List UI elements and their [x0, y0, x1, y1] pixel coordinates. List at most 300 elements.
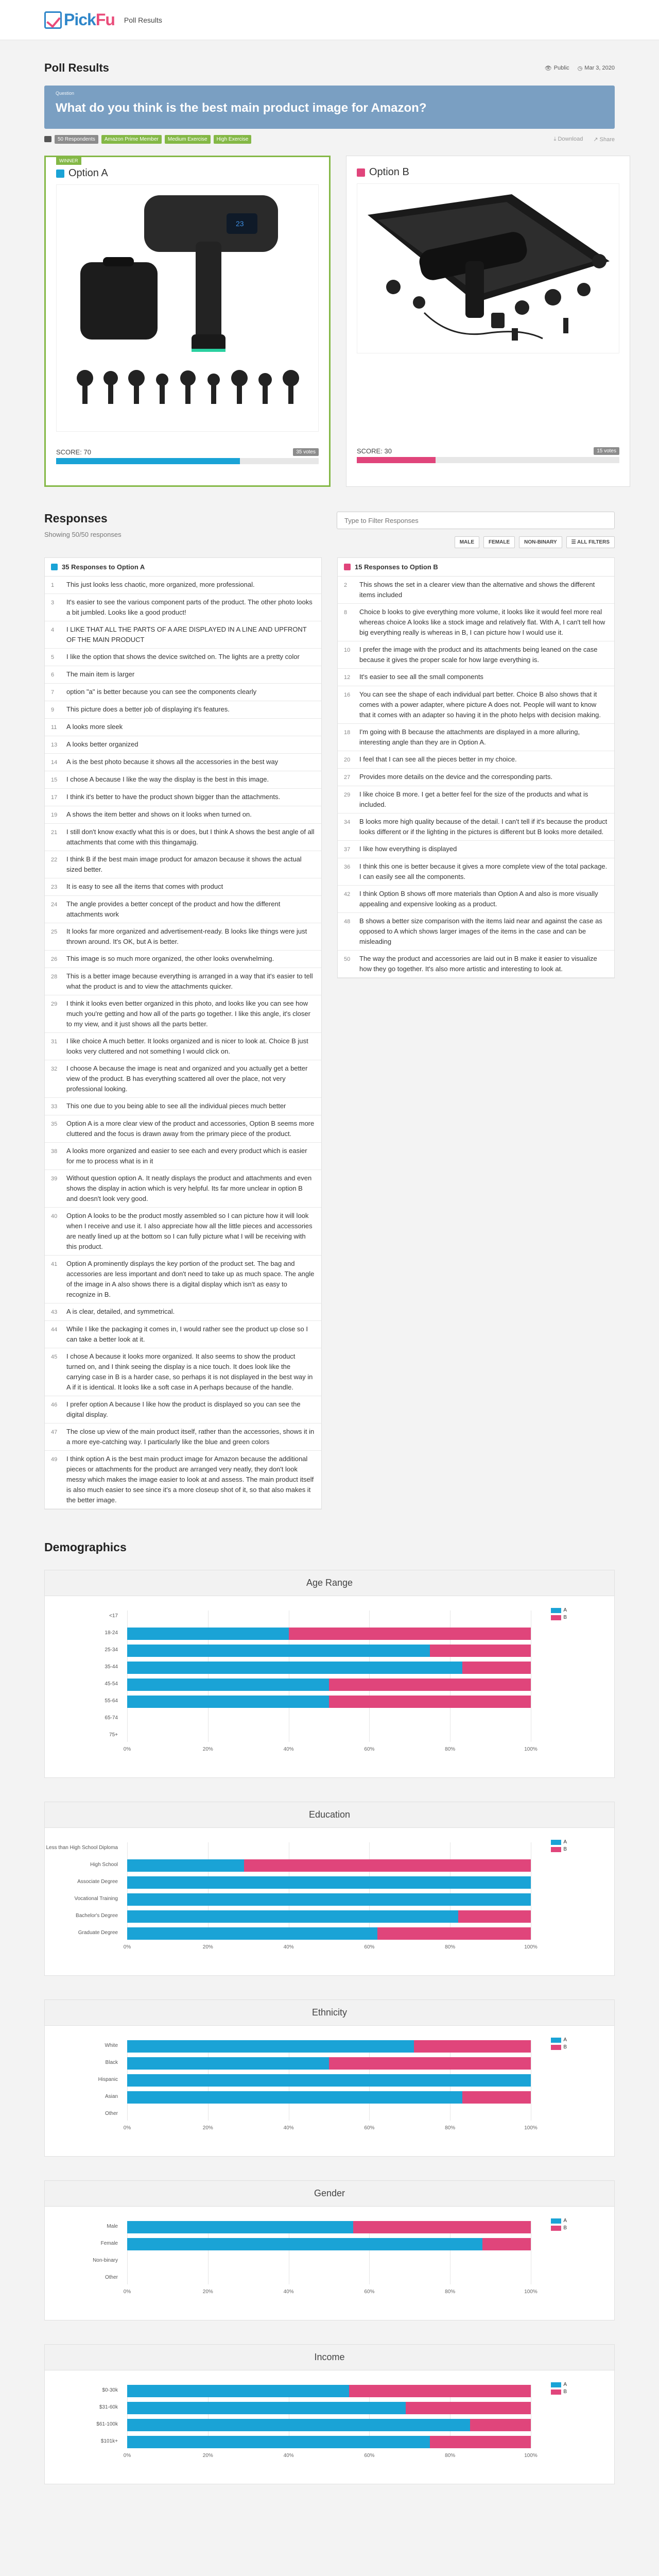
response-number: 19 [51, 812, 58, 818]
option-b-swatch [344, 564, 351, 570]
category-label: High School [90, 1862, 118, 1868]
option-a-label: Option A [68, 167, 108, 179]
audience-icon [44, 136, 51, 142]
bar-track [127, 2255, 531, 2267]
bar-segment-a[interactable] [127, 1859, 244, 1872]
response-number: 29 [51, 1001, 58, 1007]
response-text: While I like the packaging it comes in, I would rather see the product up close so I can take a better look at it. [66, 1325, 308, 1343]
response-text: I think option A is the best main product image for Amazon because the additional pieces or attachments for the product are arranged very neatly, they don't look messy which makes the image easier to look at and assess. The main product itself is also much easier to see since it's a more closeup shot of it, so that also makes it the better image. [66, 1455, 314, 1504]
response-item [45, 684, 321, 701]
response-item [338, 669, 614, 686]
response-text: I like choice A much better. It looks organized and is nicer to look at. Choice B just looks very cluttered and not something I would click on. [66, 1037, 308, 1055]
bar-segment-b[interactable] [482, 2238, 531, 2250]
chart-plot [105, 1611, 531, 1742]
massage-gun-image-b [357, 184, 619, 353]
response-text: I prefer the image with the product and its attachments being leaned on the case because it gives the proper scale for how large everything is. [359, 646, 598, 664]
bar-segment-a[interactable] [127, 1628, 289, 1640]
bar-segment-b[interactable] [329, 1679, 531, 1691]
response-number: 1 [51, 582, 55, 588]
legend-label: B [563, 1846, 567, 1852]
option-a-responses-title: 35 Responses to Option A [62, 563, 145, 571]
chart-row [105, 1713, 531, 1725]
bar-segment-a[interactable] [127, 2057, 329, 2070]
score-label: SCORE: [357, 447, 383, 455]
bar-segment-a[interactable] [127, 1679, 329, 1691]
response-item [45, 621, 321, 649]
bar-segment-a[interactable] [127, 2385, 349, 2397]
response-item [45, 1303, 321, 1321]
chip-medium-exercise: Medium Exercise [165, 135, 211, 144]
tick-label: 60% [364, 2125, 375, 2131]
legend-item[interactable] [551, 2225, 567, 2231]
response-item [338, 769, 614, 786]
responses-count: Showing 50/50 responses [44, 531, 122, 538]
legend-item[interactable] [551, 2044, 567, 2050]
bar-track [127, 1730, 531, 1742]
chart-row [100, 2238, 531, 2250]
tick-label: 80% [445, 1944, 456, 1950]
tick-label: 80% [445, 2289, 456, 2295]
bar-segment-a[interactable] [127, 1893, 531, 1906]
tick-label: 0% [123, 2125, 131, 2131]
chart-row [107, 2221, 531, 2233]
chart-row [105, 2057, 531, 2070]
category-label: White [105, 2043, 118, 2048]
response-number: 34 [344, 819, 351, 825]
response-text: This picture does a better job of displaying it's features. [66, 705, 230, 713]
category-label: <17 [109, 1613, 118, 1619]
response-item [45, 851, 321, 878]
response-item [45, 1256, 321, 1303]
bar-segment-a[interactable] [127, 2091, 462, 2104]
bar-segment-a[interactable] [127, 2221, 353, 2233]
chart-legend [551, 1607, 567, 1622]
response-item [45, 1321, 321, 1348]
response-text: A looks better organized [66, 740, 138, 748]
chart-row [98, 2074, 531, 2087]
bar-track [127, 2040, 531, 2053]
bar-track [127, 1713, 531, 1725]
response-item [338, 751, 614, 769]
option-b-color-swatch [357, 168, 365, 177]
response-text: It is easy to see all the items that comes with product [66, 883, 223, 890]
bar-track [127, 1876, 531, 1889]
response-text: This just looks less chaotic, more organized, more professional. [66, 581, 255, 588]
chart-row [77, 1876, 531, 1889]
response-item [45, 878, 321, 896]
response-text: I like choice B more. I get a better feel for the size of the products and what is included. [359, 790, 588, 808]
demographics-title: Demographics [44, 1540, 127, 1554]
option-b-responses [337, 557, 615, 978]
option-a-image[interactable] [56, 184, 319, 432]
response-item [45, 649, 321, 666]
response-item [45, 1115, 321, 1143]
response-text: This shows the set in a clearer view than the alternative and shows the different items included [359, 581, 595, 599]
share-label: Share [599, 136, 615, 143]
tick-label: 100% [524, 1944, 537, 1950]
bar-segment-b[interactable] [329, 1696, 531, 1708]
score-label: SCORE: [56, 448, 82, 456]
response-item [338, 686, 614, 724]
response-number: 10 [344, 647, 351, 653]
response-item [45, 789, 321, 806]
demographic-chart [45, 2207, 614, 2320]
bar-segment-b[interactable] [349, 2385, 531, 2397]
response-text: I LIKE THAT ALL THE PARTS OF A ARE DISPLAYED IN A LINE AND UPFRONT OF THE MAIN PRODUCT [66, 625, 307, 643]
response-number: 49 [51, 1456, 58, 1463]
bar-track [127, 2385, 531, 2397]
option-b-votes: 15 votes [594, 447, 619, 455]
tick-label: 0% [123, 2453, 131, 2459]
option-b-card[interactable] [346, 156, 630, 487]
filter-nonbinary-button[interactable]: NON-BINARY [519, 536, 562, 548]
bar-track [127, 2436, 531, 2448]
response-item [45, 771, 321, 789]
chart-legend [551, 2382, 567, 2396]
gridline [369, 1842, 370, 1940]
demographic-chart-title: Ethnicity [45, 2000, 614, 2026]
response-number: 28 [51, 974, 58, 980]
category-label: Less than High School Diploma [46, 1845, 118, 1851]
response-item [45, 701, 321, 719]
tick-label: 60% [364, 2453, 375, 2459]
response-item [45, 754, 321, 771]
public-label: Public [553, 65, 569, 71]
tick-label: 20% [202, 2125, 213, 2131]
chip-respondents: 50 Respondents [55, 135, 98, 144]
response-item [338, 724, 614, 751]
bar-segment-a[interactable] [127, 1662, 462, 1674]
legend-label: B [563, 2044, 567, 2050]
chart-row [96, 2419, 531, 2431]
tick-label: 80% [445, 1747, 456, 1752]
response-number: 43 [51, 1309, 58, 1315]
response-text: I'm going with B because the attachments are displayed in a more alluring, interesting angle than they are in Option A. [359, 728, 580, 746]
chart-row [105, 2091, 531, 2104]
response-item [338, 858, 614, 886]
legend-label: A [563, 2218, 567, 2224]
response-item [338, 641, 614, 669]
chip-prime: Amazon Prime Member [101, 135, 162, 144]
response-text: It's easier to see all the small components [359, 673, 483, 681]
demographic-card [44, 1999, 615, 2157]
bar-segment-a[interactable] [127, 2040, 414, 2053]
option-a-color-swatch [56, 170, 64, 178]
response-number: 46 [51, 1402, 58, 1408]
bar-track [127, 1679, 531, 1691]
date-label: Mar 3, 2020 [584, 65, 615, 71]
option-a-votes: 35 votes [293, 448, 319, 456]
response-text: I chose A because I like the way the display is the best in this image. [66, 775, 269, 783]
response-text: You can see the shape of each individual part better. Choice B also shows that it comes with a power adapter, where picture A does not. People will want to know that it comes with an adapter so having it in the photo helps with decision making. [359, 690, 601, 719]
chart-row [100, 2436, 531, 2448]
response-text: The angle provides a better concept of the product and how the different attachments work [66, 900, 281, 918]
tick-label: 100% [524, 2453, 537, 2459]
logo-check-icon [44, 11, 62, 29]
option-b-score [357, 447, 392, 455]
category-label: Graduate Degree [78, 1930, 118, 1936]
tick-label: 60% [364, 1944, 375, 1950]
response-text: I think it looks even better organized in this photo, and looks like you can see how much you're getting and how all of the parts go together. I like this angle, it's closer to my view, and it just shows all the parts better. [66, 999, 310, 1028]
option-b-score-fill [357, 457, 436, 463]
legend-label: A [563, 1839, 567, 1845]
legend-item[interactable] [551, 1846, 567, 1852]
tick-label: 0% [123, 2289, 131, 2295]
filter-male-button[interactable]: MALE [455, 536, 479, 548]
response-item [45, 577, 321, 594]
response-text: I think B if the best main image product for amazon because it shows the actual sized better. [66, 855, 302, 873]
bar-segment-a[interactable] [127, 1876, 531, 1889]
response-text: Without question option A. It neatly displays the product and attachments and even shows the display in action which is very helpful. Its far more unclear in option B and doesn't look very good. [66, 1174, 312, 1202]
demographic-card [44, 2344, 615, 2484]
bar-segment-a[interactable] [127, 2436, 430, 2448]
category-label: 55-64 [105, 1698, 118, 1704]
bar-track [127, 2221, 531, 2233]
question-box [44, 86, 615, 129]
bar-segment-a[interactable] [127, 1696, 329, 1708]
response-item [45, 1033, 321, 1060]
bar-segment-b[interactable] [353, 2221, 531, 2233]
page-title: Poll Results [44, 61, 109, 74]
chart-row [90, 1859, 531, 1872]
response-item [45, 1396, 321, 1423]
demographic-card [44, 2180, 615, 2320]
bar-segment-b[interactable] [244, 1859, 531, 1872]
chart-row [105, 2272, 531, 2284]
bar-track [127, 2108, 531, 2121]
bar-track [127, 1910, 531, 1923]
demographic-chart-title: Age Range [45, 1570, 614, 1596]
response-text: B looks more high quality because of the detail. I can't tell if it's because the product looks different or if the lighting in the pictures is different but B looks more detailed. [359, 818, 608, 836]
bar-segment-b[interactable] [329, 2057, 531, 2070]
response-item [338, 951, 614, 978]
legend-item[interactable] [551, 2389, 567, 2395]
bar-segment-b[interactable] [458, 1910, 531, 1923]
bar-track [127, 1696, 531, 1708]
legend-swatch [551, 1847, 561, 1852]
demographic-chart [45, 1828, 614, 1975]
response-number: 26 [51, 956, 58, 962]
bar-segment-b[interactable] [414, 2040, 531, 2053]
question-label: Question [56, 91, 75, 96]
category-label: Hispanic [98, 2077, 118, 2082]
option-b-label: Option B [369, 166, 409, 178]
response-item [45, 1170, 321, 1208]
tick-label: 100% [524, 1747, 537, 1752]
legend-label: A [563, 1607, 567, 1613]
category-label: 35-44 [105, 1664, 118, 1670]
chart-row [93, 2255, 531, 2267]
chart-plot [98, 2040, 531, 2121]
legend-label: A [563, 2382, 567, 2387]
legend-swatch [551, 2382, 561, 2387]
x-axis [123, 1944, 537, 1955]
bar-track [127, 1645, 531, 1657]
response-item [45, 1098, 321, 1115]
category-label: Bachelor's Degree [76, 1913, 118, 1919]
response-item [45, 594, 321, 621]
tick-label: 20% [202, 2289, 213, 2295]
response-item [338, 604, 614, 641]
category-label: Female [100, 2241, 118, 2246]
bar-track [127, 1893, 531, 1906]
category-label: Asian [105, 2094, 118, 2099]
chart-row [105, 1679, 531, 1691]
legend-item[interactable] [551, 1839, 567, 1845]
bar-segment-a[interactable] [127, 1645, 430, 1657]
chart-row [78, 1927, 531, 1940]
option-a-card[interactable] [44, 156, 331, 487]
bar-segment-b[interactable] [289, 1628, 531, 1640]
category-label: 75+ [109, 1732, 118, 1738]
tick-label: 60% [364, 2289, 375, 2295]
response-text: The way the product and accessories are laid out in B make it easier to visualize how they go together. It's also more artistic and interesting to look at. [359, 955, 597, 973]
response-text: I feel that I can see all the pieces better in my choice. [359, 755, 517, 763]
response-item [45, 1143, 321, 1170]
response-number: 17 [51, 794, 58, 801]
response-text: This is a better image because everything is arranged in a way that it's easier to tell what the product is and to view the attachments quicker. [66, 972, 313, 990]
bar-track [127, 2074, 531, 2087]
bar-segment-a[interactable] [127, 2419, 470, 2431]
response-number: 8 [344, 609, 348, 616]
demographic-chart-title: Income [45, 2345, 614, 2370]
response-text: A is the best photo because it shows all the accessories in the best way [66, 758, 279, 766]
response-number: 35 [51, 1121, 58, 1127]
response-number: 44 [51, 1327, 58, 1333]
category-label: $101k+ [100, 2438, 118, 2444]
share-button[interactable] [593, 136, 615, 143]
bar-segment-b[interactable] [377, 1927, 531, 1940]
response-number: 24 [51, 902, 58, 908]
bar-segment-b[interactable] [470, 2419, 531, 2431]
response-number: 11 [51, 724, 57, 731]
response-item [338, 886, 614, 913]
main-content [44, 40, 615, 2484]
response-text: Option A prominently displays the key portion of the product set. The bag and accessories are less important and don't need to take up as much space. The angle of the image in A also shows there is a digital display which isn't as easy to recognize in B. [66, 1260, 315, 1298]
response-number: 15 [51, 777, 58, 783]
response-number: 45 [51, 1354, 58, 1360]
response-item [45, 1451, 321, 1509]
legend-item[interactable] [551, 2218, 567, 2224]
response-number: 22 [51, 857, 58, 863]
response-item [45, 896, 321, 923]
tick-label: 80% [445, 2125, 456, 2131]
bar-segment-b[interactable] [462, 2091, 531, 2104]
bar-segment-b[interactable] [462, 1662, 531, 1674]
bar-track [127, 2238, 531, 2250]
response-number: 9 [51, 707, 55, 713]
option-b-image[interactable] [357, 183, 619, 353]
x-axis [123, 1747, 537, 1757]
legend-item[interactable] [551, 2037, 567, 2043]
response-number: 41 [51, 1261, 58, 1267]
score-value: 30 [384, 447, 392, 455]
response-item [45, 666, 321, 684]
tick-label: 0% [123, 1747, 131, 1752]
clock-icon: ◷ [577, 65, 583, 72]
response-number: 42 [344, 891, 351, 897]
option-a-score [56, 448, 91, 456]
chart-plot [96, 2385, 531, 2448]
response-number: 31 [51, 1039, 58, 1045]
poll-results-link[interactable]: Poll Results [124, 15, 162, 24]
response-number: 33 [51, 1104, 58, 1110]
category-label: Other [105, 2111, 118, 2116]
response-number: 2 [344, 582, 348, 588]
bar-segment-a[interactable] [127, 1927, 377, 1940]
response-number: 13 [51, 742, 58, 748]
tick-label: 20% [202, 1747, 213, 1752]
response-number: 25 [51, 929, 58, 935]
tick-label: 100% [524, 2289, 537, 2295]
category-label: 45-54 [105, 1681, 118, 1687]
bar-segment-a[interactable] [127, 1910, 458, 1923]
demographic-chart [45, 2370, 614, 2484]
chart-legend [551, 2037, 567, 2052]
response-number: 32 [51, 1066, 58, 1072]
legend-label: B [563, 2225, 567, 2231]
legend-item[interactable] [551, 2382, 567, 2387]
bar-segment-a[interactable] [127, 2074, 531, 2087]
bar-segment-b[interactable] [406, 2402, 531, 2414]
chart-row [109, 1611, 531, 1623]
option-a-score-fill [56, 458, 240, 464]
bar-track [127, 2419, 531, 2431]
chart-row [102, 2385, 531, 2397]
response-number: 47 [51, 1429, 58, 1435]
chart-row [99, 2402, 531, 2414]
legend-swatch [551, 2045, 561, 2050]
chart-row [105, 1696, 531, 1708]
response-item [45, 806, 321, 824]
response-filter-input[interactable] [337, 512, 615, 529]
response-text: I choose A because the image is neat and organized and you actually get a better view of the product. B has everything scattered all over the place, not very professional looking. [66, 1064, 308, 1093]
response-item [338, 913, 614, 951]
category-label: $31-60k [99, 2404, 118, 2410]
all-filters-label: ALL FILTERS [577, 539, 610, 545]
response-text: The close up view of the main product itself, rather than the accessories, shows it in a more eye-catching way. I particularly like the blue and green colors [66, 1428, 315, 1446]
bar-segment-a[interactable] [127, 2402, 406, 2414]
tick-label: 40% [283, 1747, 294, 1752]
category-label: 65-74 [105, 1715, 118, 1721]
bar-segment-b[interactable] [430, 2436, 531, 2448]
pickfu-logo[interactable] [44, 10, 115, 29]
option-b-responses-title: 15 Responses to Option B [355, 563, 438, 571]
audience-chips [44, 135, 251, 144]
bar-segment-a[interactable] [127, 2238, 482, 2250]
category-label: 18-24 [105, 1630, 118, 1636]
chart-row [105, 2040, 531, 2053]
filter-female-button[interactable]: FEMALE [483, 536, 515, 548]
tick-label: 60% [364, 1747, 375, 1752]
bar-segment-b[interactable] [430, 1645, 531, 1657]
chart-row [74, 1893, 531, 1906]
response-item [45, 1208, 321, 1256]
all-filters-button[interactable] [566, 536, 615, 548]
download-button[interactable] [554, 136, 583, 143]
legend-item[interactable] [551, 1615, 567, 1620]
response-number: 38 [51, 1148, 58, 1155]
x-axis [123, 2289, 537, 2299]
bar-track [127, 1628, 531, 1640]
response-item [338, 577, 614, 604]
chart-row [76, 1910, 531, 1923]
tick-label: 0% [123, 1944, 131, 1950]
tick-label: 20% [202, 2453, 213, 2459]
public-status [545, 65, 569, 72]
legend-item[interactable] [551, 1607, 567, 1613]
response-item [45, 736, 321, 754]
